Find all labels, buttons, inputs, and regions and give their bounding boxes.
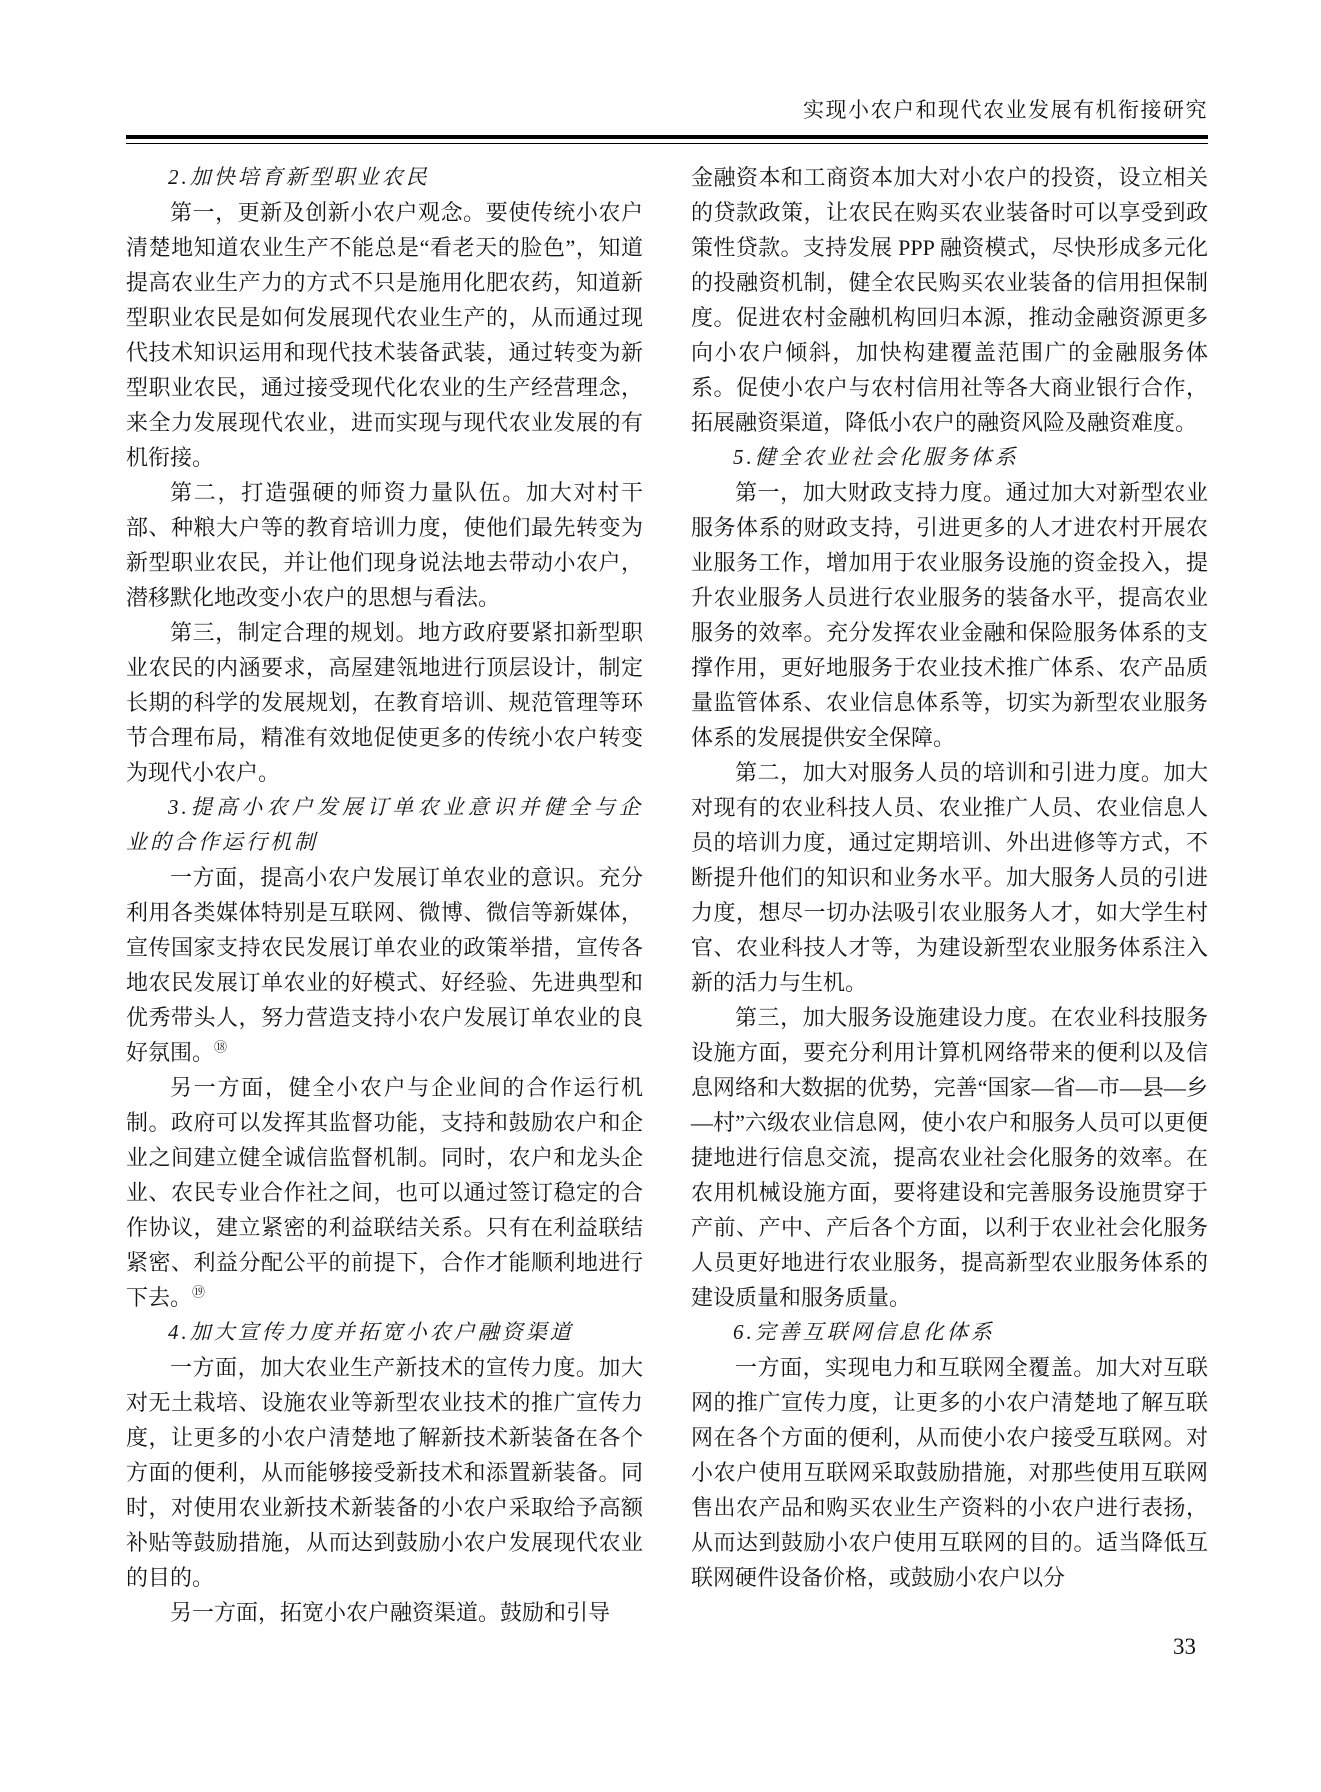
paragraph	[126, 1070, 643, 1315]
left-column	[126, 160, 643, 1630]
section-heading-5: 5.健全农业社会化服务体系	[733, 445, 1019, 469]
section-heading-6: 6.完善互联网信息化体系	[733, 1320, 995, 1344]
section-heading-4: 4.加大宣传力度并拓宽小农户融资渠道	[168, 1320, 574, 1344]
paragraph: 第二，打造强硬的师资力量队伍。加大对村干部、种粮大户等的教育培训力度，使他们最先转变为新型职业农民，并让他们现身说法地去带动小农户，潜移默化地改变小农户的思想与看法。	[126, 480, 643, 610]
paragraph: 一方面，加大农业生产新技术的宣传力度。加大对无土栽培、设施农业等新型农业技术的推广宣传力度，让更多的小农户清楚地了解新技术新装备在各个方面的便利，从而能够接受新技术和添置新装备。同时，对使用农业新技术新装备的小农户采取给予高额补贴等鼓励措施，从而达到鼓励小农户发展现代农业的目的。	[126, 1355, 643, 1590]
paragraph-continuation: 金融资本和工商资本加大对小农户的投资，设立相关的贷款政策，让农民在购买农业装备时可以享受到政策性贷款。支持发展 PPP 融资模式，尽快形成多元化的投融资机制，健全农民购买农业装备的信用担保制度。促进农村金融机构回归本源，推动金融资源更多向小农户倾斜，加快构建覆盖范围广的金融服务体系。促使小农户与农村信用社等各大商业银行合作，拓展融资渠道，降低小农户的融资风险及融资难度。	[691, 165, 1208, 435]
paragraph: 第一，加大财政支持力度。通过加大对新型农业服务体系的财政支持，引进更多的人才进农村开展农业服务工作，增加用于农业服务设施的资金投入，提升农业服务人员进行农业服务的装备水平，提高农业服务的效率。充分发挥农业金融和保险服务体系的支撑作用，更好地服务于农业技术推广体系、农产品质量监管体系、农业信息体系等，切实为新型农业服务体系的发展提供安全保障。	[691, 480, 1208, 750]
paragraph-text: 另一方面，健全小农户与企业间的合作运行机制。政府可以发挥其监督功能，支持和鼓励农户和企业之间建立健全诚信监督机制。同时，农户和龙头企业、农民专业合作社之间，也可以通过签订稳定的合作协议，建立紧密的利益联结关系。只有在利益联结紧密、利益分配公平的前提下，合作才能顺利地进行下去。	[126, 1075, 643, 1310]
paragraph: 第一，更新及创新小农户观念。要使传统小农户清楚地知道农业生产不能总是“看老天的脸色”，知道提高农业生产力的方式不只是施用化肥农药，知道新型职业农民是如何发展现代农业生产的，从而通过现代技术知识运用和现代技术装备武装，通过转变为新型职业农民，通过接受现代化农业的生产经营理念，来全力发展现代农业，进而实现与现代农业发展的有机衔接。	[126, 200, 643, 470]
right-column	[691, 160, 1208, 1630]
footnote-ref-18: ⑱	[214, 1039, 228, 1055]
section-heading-3: 3.提高小农户发展订单农业意识并健全与企业的合作运行机制	[126, 795, 643, 854]
paragraph: 第三，制定合理的规划。地方政府要紧扣新型职业农民的内涵要求，高屋建瓴地进行顶层设计，制定长期的科学的发展规划，在教育培训、规范管理等环节合理布局，精准有效地促使更多的传统小农户转变为现代小农户。	[126, 620, 643, 785]
header-double-rule	[126, 135, 1208, 144]
page-number: 33	[1173, 1634, 1196, 1659]
paragraph-text: 一方面，提高小农户发展订单农业的意识。充分利用各类媒体特别是互联网、微博、微信等新媒体，宣传国家支持农民发展订单农业的政策举措，宣传各地农民发展订单农业的好模式、好经验、先进典型和优秀带头人，努力营造支持小农户发展订单农业的良好氛围。	[126, 865, 643, 1065]
page-content	[126, 96, 1208, 1630]
paragraph: 一方面，实现电力和互联网全覆盖。加大对互联网的推广宣传力度，让更多的小农户清楚地了解互联网在各个方面的便利，从而使小农户接受互联网。对小农户使用互联网采取鼓励措施，对那些使用互联网售出农产品和购买农业生产资料的小农户进行表扬，从而达到鼓励小农户使用互联网的目的。适当降低互联网硬件设备价格，或鼓励小农户以分	[691, 1355, 1208, 1590]
two-column-body	[126, 160, 1208, 1630]
footnote-ref-19: ⑲	[192, 1284, 206, 1300]
paragraph: 第三，加大服务设施建设力度。在农业科技服务设施方面，要充分利用计算机网络带来的便利以及信息网络和大数据的优势，完善“国家—省—市—县—乡—村”六级农业信息网，使小农户和服务人员可以更便捷地进行信息交流，提高农业社会化服务的效率。在农用机械设施方面，要将建设和完善服务设施贯穿于产前、产中、产后各个方面，以利于农业社会化服务人员更好地进行农业服务，提高新型农业服务体系的建设质量和服务质量。	[691, 1005, 1208, 1310]
paragraph: 第二，加大对服务人员的培训和引进力度。加大对现有的农业科技人员、农业推广人员、农业信息人员的培训力度，通过定期培训、外出进修等方式，不断提升他们的知识和业务水平。加大服务人员的引进力度，想尽一切办法吸引农业服务人才，如大学生村官、农业科技人才等，为建设新型农业服务体系注入新的活力与生机。	[691, 760, 1208, 995]
running-head-title: 实现小农户和现代农业发展有机衔接研究	[803, 98, 1208, 122]
paragraph: 另一方面，拓宽小农户融资渠道。鼓励和引导	[170, 1600, 611, 1625]
section-heading-2: 2.加快培育新型职业农民	[168, 165, 430, 189]
paragraph	[126, 860, 643, 1070]
